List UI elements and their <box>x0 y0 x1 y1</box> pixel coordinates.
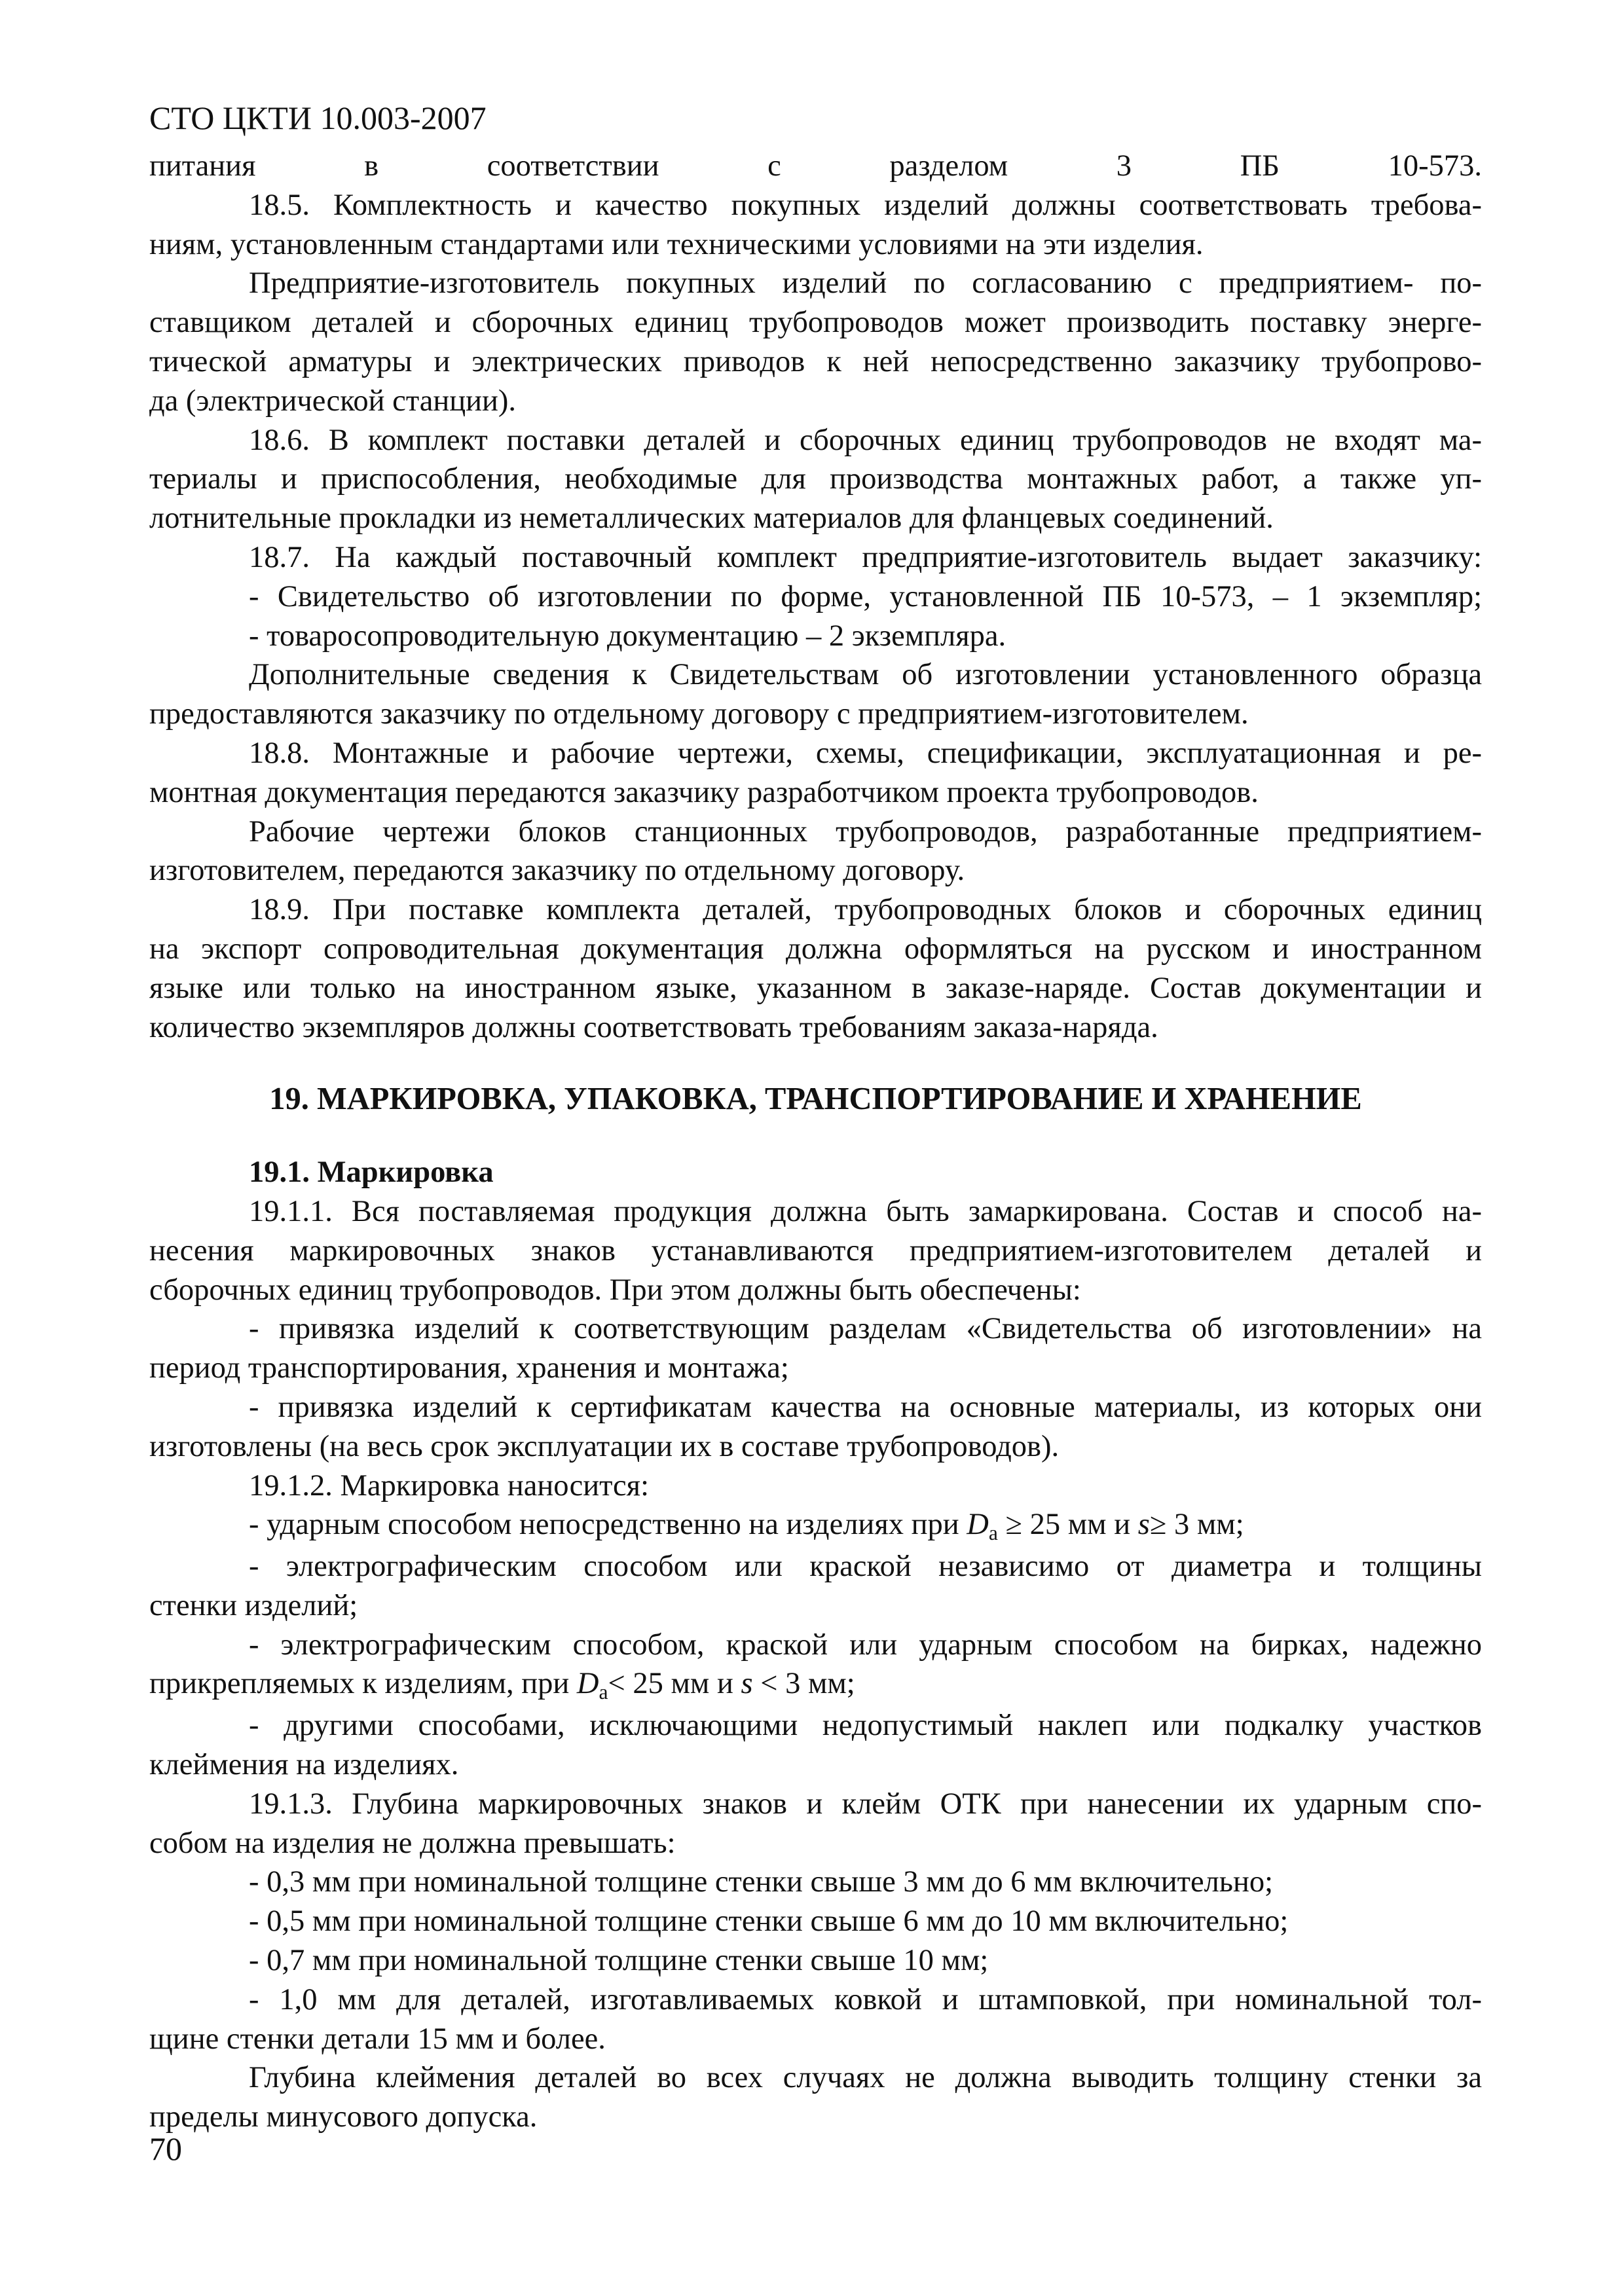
text-line: да (электрической станции). <box>149 384 516 418</box>
text-line: 18.9. При поставке комплекта деталей, трубопроводных блоков и сборочных единиц <box>249 893 1482 927</box>
text-line: - привязка изделий к сертификатам качества на основные материалы, из которых они <box>249 1390 1482 1424</box>
text-line: клеймения на изделиях. <box>149 1748 459 1782</box>
subsection-heading: 19.1. Маркировка <box>249 1156 494 1190</box>
text-line: несения маркировочных знаков устанавливаются предприятием-изготовителем деталей и <box>149 1233 1482 1267</box>
text-line: Дополнительные сведения к Свидетельствам об изготовлении установленного образца <box>249 658 1482 692</box>
text-line: период транспортирования, хранения и монтажа; <box>149 1351 789 1385</box>
text-line: - 0,7 мм при номинальной толщине стенки свыше 10 мм; <box>249 1944 989 1978</box>
text-line: - электрографическим способом, краской или ударным способом на бирках, надежно <box>249 1628 1482 1662</box>
text-line: 18.8. Монтажные и рабочие чертежи, схемы, спецификации, эксплуатационная и ре- <box>249 736 1482 770</box>
text-line: териалы и приспособления, необходимые для производства монтажных работ, а также уп- <box>149 462 1482 496</box>
text-line: - 0,5 мм при номинальной толщине стенки свыше 6 мм до 10 мм включительно; <box>249 1904 1289 1939</box>
document-body <box>149 147 1482 2137</box>
text-line: - привязка изделий к соответствующим разделам «Свидетельства об изготовлении» на <box>249 1312 1482 1346</box>
text-line: сборочных единиц трубопроводов. При этом должны быть обеспечены: <box>149 1273 1081 1307</box>
text-line: - другими способами, исключающими недопустимый наклеп или подкалку участков <box>249 1709 1482 1743</box>
text-line: монтная документация передаются заказчику разработчиком проекта трубопроводов. <box>149 775 1259 809</box>
document-header: СТО ЦКТИ 10.003-2007 <box>149 100 487 136</box>
text-line: стенки изделий; <box>149 1588 358 1622</box>
text-line: 18.7. На каждый поставочный комплект предприятие-изготовитель выдает заказчику: <box>249 540 1482 574</box>
text-line: Рабочие чертежи блоков станционных трубопроводов, разработанные предприятием- <box>249 814 1482 848</box>
text-line: щине стенки детали 15 мм и более. <box>149 2022 606 2056</box>
symbol-d: D <box>576 1667 599 1701</box>
text-line: 19.1.2. Маркировка наносится: <box>249 1468 649 1503</box>
text-line: лотнительные прокладки из неметаллических материалов для фланцевых соединений. <box>149 501 1274 536</box>
text-line: - 1,0 мм для деталей, изготавливаемых ковкой и штамповкой, при номинальной тол- <box>249 1982 1482 2016</box>
symbol-s: s <box>741 1667 753 1701</box>
text-line: - 0,3 мм при номинальной толщине стенки свыше 3 мм до 6 мм включительно; <box>249 1865 1274 1899</box>
formula-line <box>149 1505 1482 1547</box>
text-fragment: - ударным способом непосредственно на изделиях при <box>249 1508 959 1542</box>
text-line: 19.1.1. Вся поставляемая продукция должна быть замаркирована. Состав и способ на- <box>249 1194 1482 1228</box>
text-fragment: ≥ 25 мм и <box>1005 1508 1131 1542</box>
text-line: тической арматуры и электрических приводов к ней непосредственно заказчику трубопрово- <box>149 344 1482 378</box>
text-line: - электрографическим способом или краской независимо от диаметра и толщины <box>249 1550 1482 1584</box>
text-line: изготовителем, передаются заказчику по отдельному договору. <box>149 854 965 888</box>
text-line: собом на изделия не должна превышать: <box>149 1826 676 1860</box>
text-fragment: < 3 мм; <box>760 1667 855 1701</box>
symbol-d: D <box>967 1508 989 1542</box>
text-fragment: прикрепляемых к изделиям, при <box>149 1667 570 1701</box>
subscript-a: a <box>599 1681 608 1704</box>
text-line: языке или только на иностранном языке, указанном в заказе-наряде. Состав документации и <box>149 971 1482 1005</box>
section-heading: 19. МАРКИРОВКА, УПАКОВКА, ТРАНСПОРТИРОВАНИЕ И ХРАНЕНИЕ <box>269 1082 1362 1117</box>
text-fragment: < 25 мм и <box>608 1667 733 1701</box>
text-line: - Свидетельство об изготовлении по форме, установленной ПБ 10-573, – 1 экземпляр; <box>249 579 1482 613</box>
text-line: предоставляются заказчику по отдельному договору с предприятием-изготовителем. <box>149 697 1249 731</box>
page-number: 70 <box>149 2130 182 2167</box>
formula-line <box>149 1664 1482 1706</box>
text-line: питания в соответствии с разделом 3 ПБ 10-573. <box>149 149 1482 183</box>
text-line: ниям, установленным стандартами или техническими условиями на эти изделия. <box>149 227 1204 261</box>
text-fragment: ≥ 3 мм; <box>1149 1508 1244 1542</box>
text-line: 19.1.3. Глубина маркировочных знаков и клейм ОТК при нанесении их ударным спо- <box>249 1787 1482 1821</box>
text-line: изготовлены (на весь срок эксплуатации их в составе трубопроводов). <box>149 1429 1060 1463</box>
text-line: Предприятие-изготовитель покупных изделий по согласованию с предприятием- по- <box>249 266 1482 301</box>
text-line: Глубина клеймения деталей во всех случаях не должна выводить толщину стенки за <box>249 2061 1482 2095</box>
subscript-a: a <box>988 1522 998 1545</box>
symbol-s: s <box>1137 1508 1150 1542</box>
text-line: на экспорт сопроводительная документация должна оформляться на русском и иностранном <box>149 932 1482 966</box>
text-line: - товаросопроводительную документацию – 2 экземпляра. <box>249 619 1006 653</box>
text-line: ставщиком деталей и сборочных единиц трубопроводов может производить поставку энерге- <box>149 306 1482 340</box>
text-line: 18.6. В комплект поставки деталей и сборочных единиц трубопроводов не входят ма- <box>249 423 1482 457</box>
text-line: количество экземпляров должны соответствовать требованиям заказа-наряда. <box>149 1010 1158 1044</box>
text-line: 18.5. Комплектность и качество покупных изделий должны соответствовать требова- <box>249 188 1482 222</box>
text-line: пределы минусового допуска. <box>149 2100 538 2134</box>
